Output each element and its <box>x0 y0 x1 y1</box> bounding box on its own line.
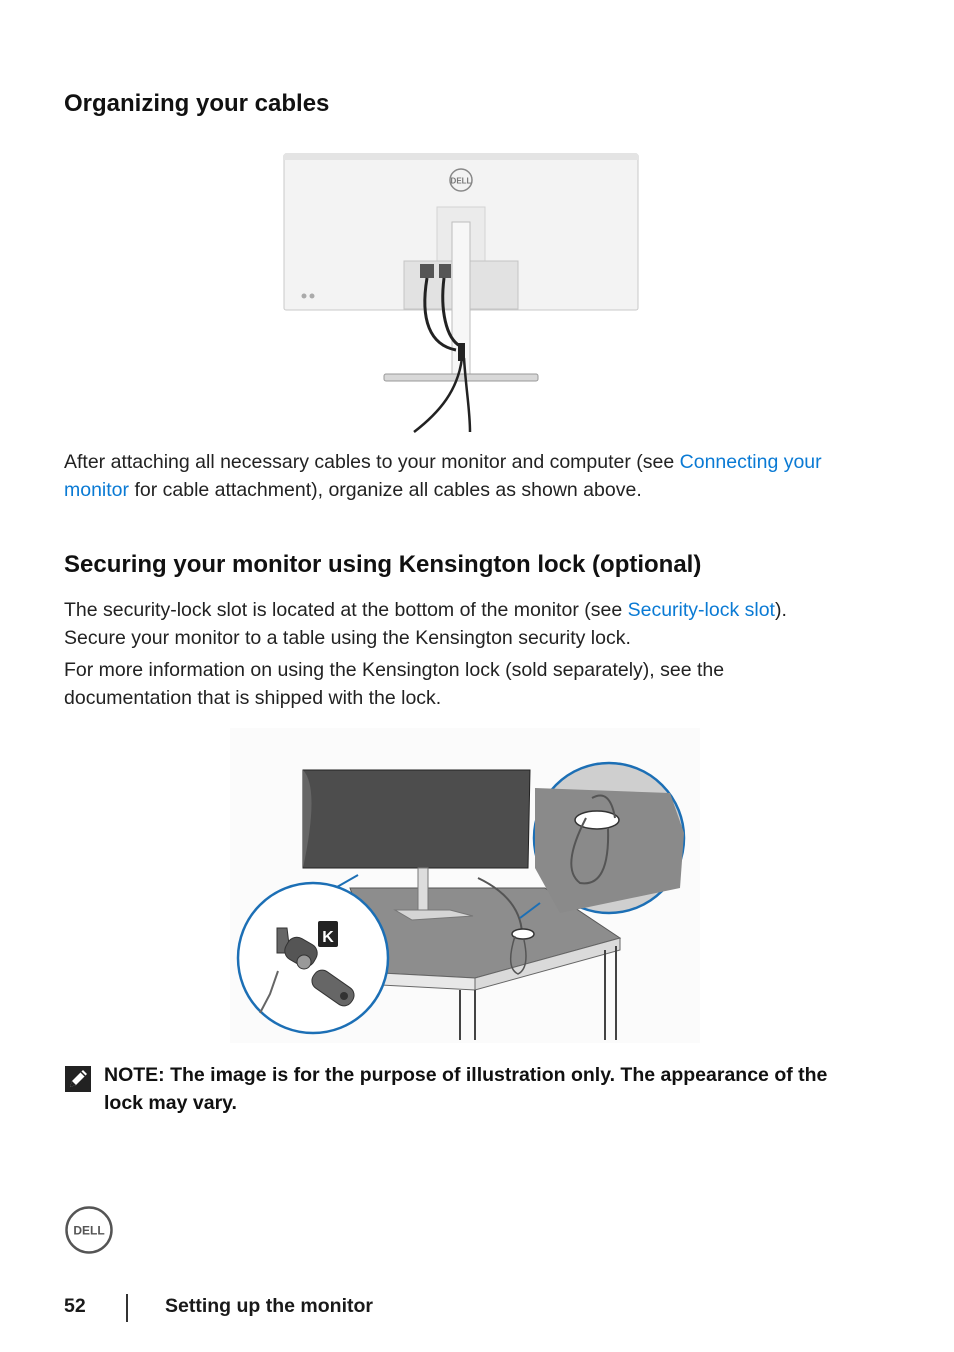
lock-paragraph-2: For more information on using the Kensington lock (sold separately), see the documentation that is shipped with the lock. <box>64 659 725 709</box>
cables-text-after: for cable attachment), organize all cables as shown above. <box>129 478 642 501</box>
monitor-back-cables-illustration <box>280 150 642 435</box>
svg-text:K: K <box>322 929 334 946</box>
dell-logo <box>64 1205 114 1255</box>
page-number: 52 <box>64 1295 86 1317</box>
footer-section-title: Setting up the monitor <box>165 1295 373 1317</box>
lock-text-before: The security-lock slot is located at the bottom of the monitor (see <box>64 599 628 621</box>
svg-text:DELL: DELL <box>73 1223 105 1238</box>
security-lock-slot-link[interactable]: Security-lock slot <box>627 599 775 621</box>
cables-text-before: After attaching all necessary cables to your monitor and computer (see <box>64 451 680 473</box>
note-text: NOTE: The image is for the purpose of illustration only. The appearance of the lock may vary. <box>104 1064 828 1114</box>
section-heading-organizing-cables: Organizing your cables <box>64 90 330 117</box>
connecting-your-monitor-link[interactable]: Connecting your monitor <box>64 451 822 501</box>
svg-text:DELL: DELL <box>450 176 472 186</box>
footer-divider <box>126 1294 128 1322</box>
section-heading-kensington-lock: Securing your monitor using Kensington lock (optional) <box>64 551 702 578</box>
cables-paragraph <box>64 449 854 504</box>
lock-paragraph-1 <box>64 597 854 652</box>
kensington-lock-illustration <box>230 728 700 1043</box>
lock-text-after: ). Secure your monitor to a table using the Kensington security lock. <box>64 599 787 649</box>
pencil-note-icon <box>64 1065 92 1093</box>
